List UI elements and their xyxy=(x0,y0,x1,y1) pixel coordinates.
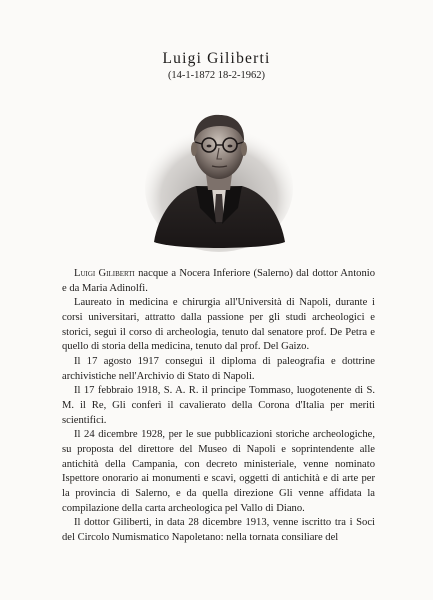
paragraph: Il 24 dicembre 1928, per le sue pubblicazioni storiche archeologiche, su proposta del direttore del Museo di Napoli e soprintendente alle antichità della Campania, con decreto ministeriale, venne nominato Ispettore onorario ai monumenti e scavi, oggetti di antichità e di arte per la provincia di Salerno, e da quella direzione Gli venne affidata la compilazione della carta archeologica pel Vallo di Diano. xyxy=(62,429,375,514)
paragraph-text: nacque a Nocera Inferiore (Salerno) dal dottor Antonio e da Maria Adinolfi. xyxy=(62,268,376,294)
paragraph: Il 17 febbraio 1918, S. A. R. il principe Tommaso, luogotenente di S. M. il Re, Gli conferì il cavalierato della Corona d'Italia per meriti scientifici. xyxy=(62,385,375,426)
portrait-photo xyxy=(144,96,294,254)
biography-text xyxy=(62,267,375,545)
subject-name: Luigi Giliberti xyxy=(74,268,135,279)
life-dates: (14-1-1872 18-2-1962) xyxy=(167,70,266,81)
page-title: Luigi Giliberti xyxy=(162,50,271,67)
paragraph: Laureato in medicina e chirurgia all'Università di Napoli, durante i corsi universitari, attratto dalla passione per gli studi archeologici e storici, seguì il corso di archeologia, tenuto dal senatore prof. De Petra e quello di storia della medicina, tenuto dal prof. Del Gaizo. xyxy=(62,297,375,353)
paragraph: Il 17 agosto 1917 conseguì il diploma di paleografia e dottrine archivistiche nell'Archivio di Stato di Napoli. xyxy=(62,355,375,382)
paragraph xyxy=(62,267,375,296)
paragraph: Il dottor Giliberti, in data 28 dicembre 1913, venne iscritto tra i Soci del Circolo Numismatico Napoletano: nella tornata consiliare del xyxy=(62,517,375,543)
